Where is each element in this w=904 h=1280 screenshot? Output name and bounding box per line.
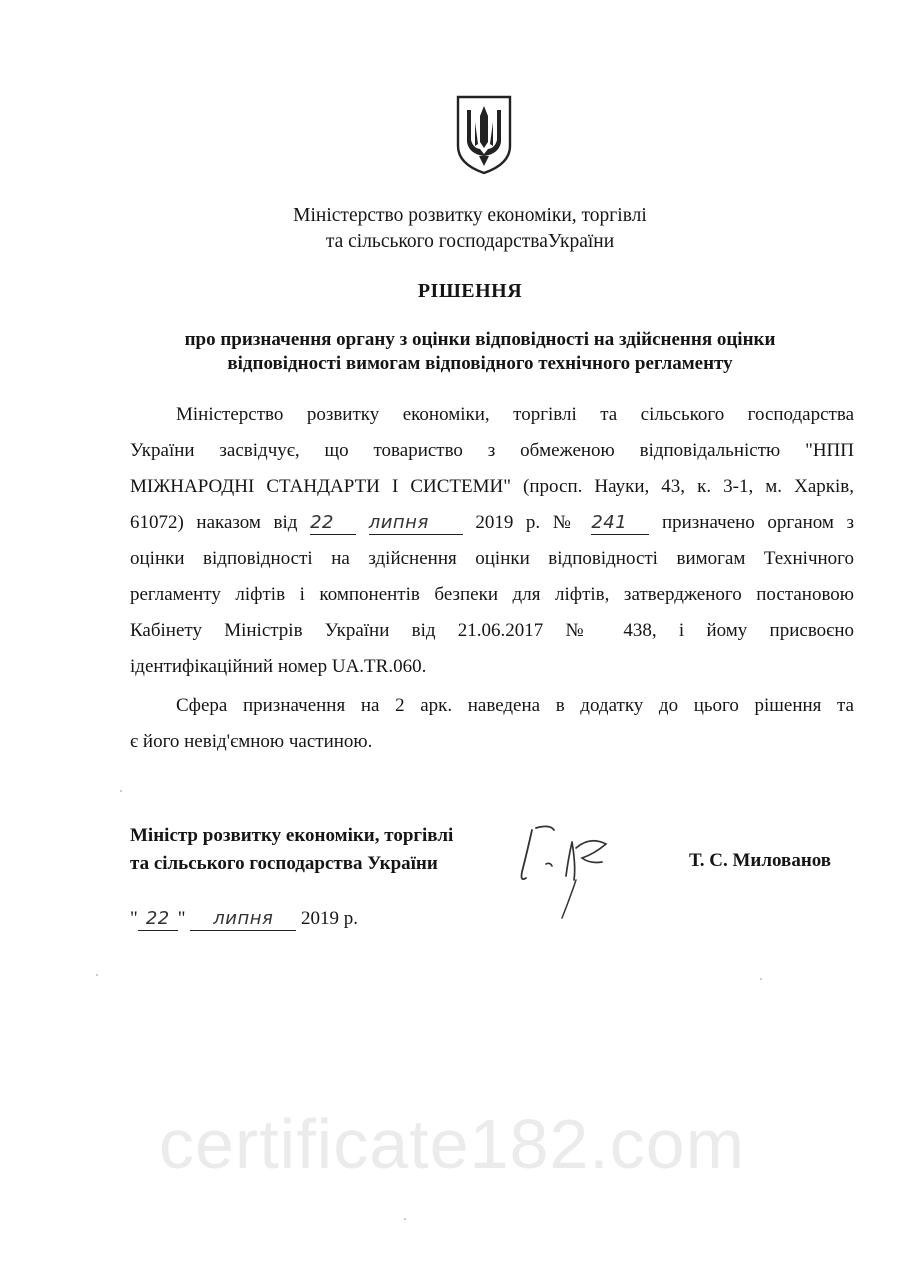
date-day-handwritten: 22 — [138, 908, 178, 931]
paragraph-line-order — [130, 505, 854, 541]
scan-speck — [96, 974, 98, 976]
date-month-handwritten: липня — [190, 908, 296, 931]
paragraph-line: ідентифікаційний номер UA.TR.060. — [130, 656, 427, 677]
coat-of-arms-icon — [455, 94, 513, 176]
paragraph-line: МІЖНАРОДНІ СТАНДАРТИ І СИСТЕМИ" (просп. Науки, 43, к. 3-1, м. Харків, — [130, 476, 854, 497]
paragraph-line: регламенту ліфтів і компонентів безпеки для ліфтів, затвердженого постановою — [130, 584, 854, 605]
order-text-c: призначено органом з — [661, 512, 855, 533]
paragraph-line: є його невід'ємною частиною. — [130, 731, 373, 752]
document-subtitle-line2: відповідності вимогам відповідного технічного регламенту — [227, 353, 733, 374]
paragraph-line: України засвідчує, що товариство з обмеженою відповідальністю "НПП — [130, 440, 854, 461]
paragraph-line: оцінки відповідності на здійснення оцінки відповідності вимогам Технічного — [130, 548, 854, 569]
order-month-handwritten: липня — [369, 512, 463, 535]
scan-speck — [760, 978, 762, 980]
paragraph-line: Міністерство розвитку економіки, торгівлі та сільського господарства — [176, 404, 854, 425]
order-text-a: 61072) наказом від — [130, 512, 298, 533]
watermark: certificate182.com — [158, 1105, 746, 1183]
order-text-b: 2019 р. № — [475, 512, 579, 533]
date-year: 2019 р. — [301, 908, 359, 929]
handwritten-signature — [510, 818, 620, 928]
ministry-name-line1: Міністерство розвитку економіки, торгівлі — [293, 205, 647, 226]
paragraph-main — [130, 397, 854, 685]
scan-speck — [404, 1218, 406, 1220]
order-number-handwritten: 241 — [591, 512, 649, 535]
document-subtitle-line1: про призначення органу з оцінки відповідності на здійснення оцінки — [184, 329, 776, 350]
signing-date — [130, 908, 358, 931]
signer-position-line1: Міністр розвитку економіки, торгівлі — [130, 825, 454, 846]
document-title: РІШЕННЯ — [417, 280, 523, 302]
signer-position — [130, 822, 453, 878]
signer-position-line2: та сільського господарства України — [130, 853, 438, 874]
paragraph-scope — [130, 688, 854, 760]
date-quote-close: " — [177, 908, 186, 929]
ministry-name-line2: та сільського господарстваУкраїни — [325, 231, 615, 252]
paragraph-line: Сфера призначення на 2 арк. наведена в додатку до цього рішення та — [176, 695, 854, 716]
signer-name: Т. С. Милованов — [689, 850, 832, 871]
date-quote-open: " — [130, 908, 138, 929]
scan-speck — [120, 790, 122, 792]
order-day-handwritten: 22 — [310, 512, 356, 535]
paragraph-line: Кабінету Міністрів України від 21.06.2017 № 438, і йому присвоєно — [130, 620, 854, 641]
